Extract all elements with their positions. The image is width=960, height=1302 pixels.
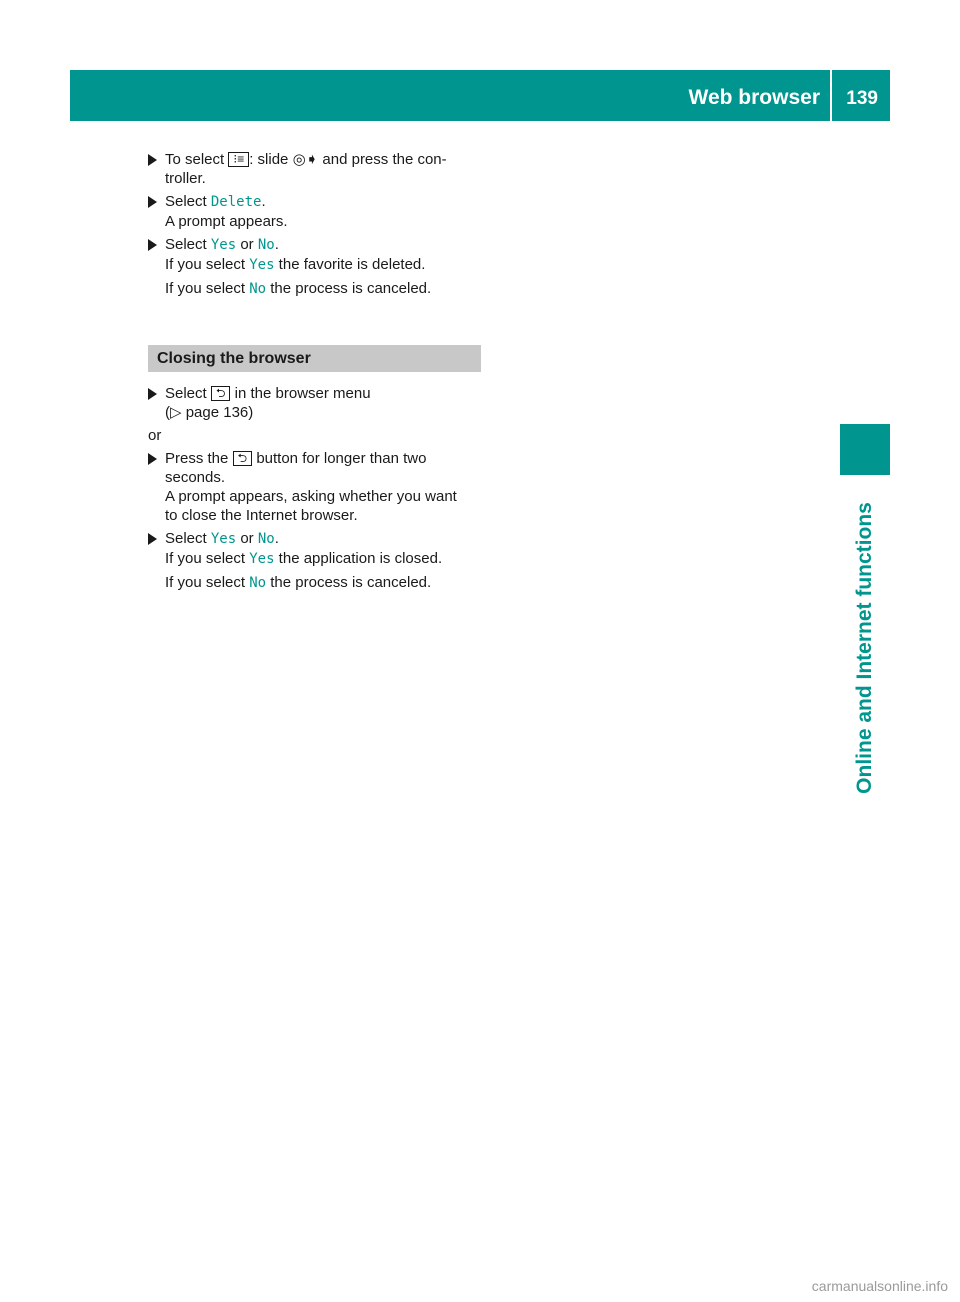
step-text: To select [165, 151, 229, 168]
yes-option: Yes [249, 257, 275, 273]
no-option: No [249, 575, 267, 591]
step-result: the application is closed. [274, 550, 443, 567]
step-result: If you select [165, 550, 250, 567]
step-text: button for longer than two [252, 450, 427, 467]
step-press-back [148, 449, 481, 525]
step-text: . [274, 530, 279, 547]
watermark: carmanualsonline.info [811, 1278, 948, 1294]
step-result-no [148, 573, 481, 593]
step-result: If you select [165, 574, 250, 591]
step-text: or [236, 236, 258, 253]
back-icon: ⮌ [211, 386, 231, 401]
step-result: to close the Internet browser. [165, 507, 358, 524]
step-select-yes-no-close [148, 529, 481, 569]
chapter-label-text: Online and Internet functions [853, 502, 876, 794]
yes-option: Yes [210, 237, 237, 253]
step-select-yes-no [148, 235, 481, 275]
step-text: troller. [165, 170, 206, 187]
step-select-menu [148, 150, 481, 188]
step-text: Select [165, 236, 211, 253]
step-result-no [148, 279, 481, 299]
step-select-back [148, 384, 481, 422]
step-result: A prompt appears. [165, 213, 288, 230]
no-option: No [257, 531, 275, 547]
step-arrow-icon [148, 453, 157, 465]
page-number: 139 [846, 88, 878, 109]
step-text: Select [165, 193, 211, 210]
page-header [70, 70, 890, 121]
step-result: A prompt appears, asking whether you want [165, 488, 457, 505]
yes-option: Yes [249, 551, 275, 567]
step-text: . [261, 193, 266, 210]
step-arrow-icon [148, 388, 157, 400]
section-heading: Closing the browser [148, 345, 481, 372]
step-text: and press the con- [318, 151, 447, 168]
header-title: Web browser [688, 86, 820, 109]
or-text: or [148, 427, 162, 444]
delete-option: Delete [210, 194, 262, 210]
step-text: : slide [249, 151, 293, 168]
step-text: in the browser menu [230, 385, 371, 402]
chapter-tab [840, 424, 890, 475]
step-arrow-icon [148, 239, 157, 251]
step-result: the favorite is deleted. [274, 256, 426, 273]
step-arrow-icon [148, 154, 157, 166]
step-arrow-icon [148, 196, 157, 208]
step-select-delete [148, 192, 481, 231]
step-result: If you select [165, 280, 250, 297]
page-reference: (▷ page 136) [165, 404, 254, 421]
step-text: seconds. [165, 469, 226, 486]
controller-icon: ◎➧ [292, 151, 319, 168]
header-separator [830, 70, 832, 121]
step-text: or [236, 530, 258, 547]
no-option: No [257, 237, 275, 253]
menu-icon: ⁝≡ [228, 152, 249, 167]
step-text: Press the [165, 450, 233, 467]
step-result: If you select [165, 256, 250, 273]
step-text: . [274, 236, 279, 253]
back-icon: ⮌ [233, 451, 253, 466]
step-arrow-icon [148, 533, 157, 545]
yes-option: Yes [210, 531, 237, 547]
step-text: Select [165, 530, 211, 547]
no-option: No [249, 281, 267, 297]
main-content [148, 150, 481, 593]
step-result: the process is canceled. [266, 280, 432, 297]
step-result: the process is canceled. [266, 574, 432, 591]
step-text: Select [165, 385, 211, 402]
